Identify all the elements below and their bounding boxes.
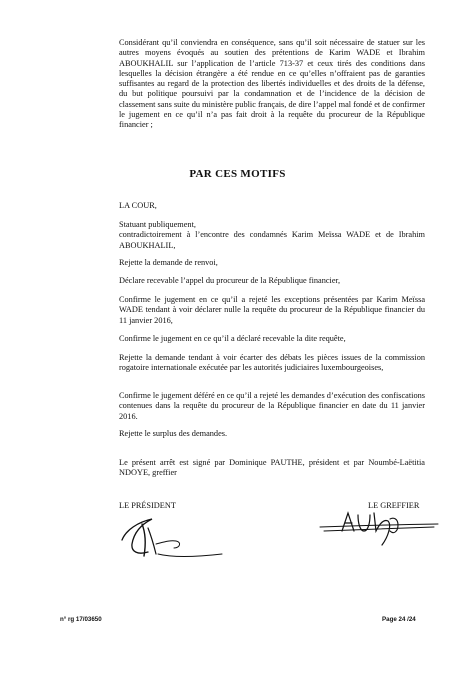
paragraph-confirme-exceptions: Confirme le jugement en ce qu’il a rejeté les exceptions présentées par Karim Meïssa WADE tendant à voir déclarer nulle la requête du procureur de la République financier du 11 janvier 2016,	[119, 295, 425, 325]
paragraph-renvoi: Rejette la demande de renvoi,	[119, 258, 218, 267]
paragraph-statuant	[119, 220, 425, 251]
section-heading: PAR CES MOTIFS	[189, 168, 286, 180]
paragraph-signature-statement: Le présent arrêt est signé par Dominique PAUTHE, président et par Noumbé-Laëtitia NDOYE, greffier	[119, 458, 425, 478]
greffier-signature	[318, 505, 440, 550]
paragraph-confirme-recevable: Confirme le jugement en ce qu’il a déclaré recevable la dite requête,	[119, 334, 346, 343]
statuant-line-1: Statuant publiquement,	[119, 220, 196, 229]
paragraph-surplus: Rejette le surplus des demandes.	[119, 429, 228, 438]
paragraph-recevable: Déclare recevable l’appel du procureur de la République financier,	[119, 276, 341, 285]
president-label: LE PRÉSIDENT	[119, 501, 176, 510]
paragraph-la-cour: LA COUR,	[119, 201, 157, 210]
president-signature	[112, 510, 232, 565]
greffier-label: LE GREFFIER	[368, 501, 420, 510]
statuant-line-2: contradictoirement à l’encontre des condamnés Karim Meïssa WADE et de Ibrahim ABOUKHALIL,	[119, 230, 425, 250]
paragraph-confirme-confiscations: Confirme le jugement déféré en ce qu’il a rejeté les demandes d’exécution des confiscations contenues dans la requête du procureur de la République financier en date du 11 janvier 2016.	[119, 391, 425, 421]
paragraph-rejette-commission: Rejette la demande tendant à voir écarter des débats les pièces issues de la commission rogatoire internationale exécutée par les autorités judiciaires luxembourgeoises,	[119, 353, 425, 373]
footer-rg-number: n° rg 17/03650	[60, 616, 102, 623]
footer-page-number: Page 24 /24	[382, 616, 416, 623]
paragraph-considerant: Considérant qu’il conviendra en conséquence, sans qu’il soit nécessaire de statuer sur les autres moyens évoqués au soutien des prétentions de Karim WADE et Ibrahim ABOUKHALIL sur l’application de l’article 713-37 et ceux tirés des conditions dans lesquelles la décision étrangère a été rendue en ce qu’elles n’offraient pas de garanties suffisantes au regard de la protection des libertés individuelles et des droits de la défense, du but politique poursuivi par la condamnation et de l’incidence de la décision de classement sans suite du ministère public français, de dire l’appel mal fondé et de confirmer le jugement en ce qu’il n’a pas fait droit à la requête du procureur de la République financier ;	[119, 38, 425, 130]
